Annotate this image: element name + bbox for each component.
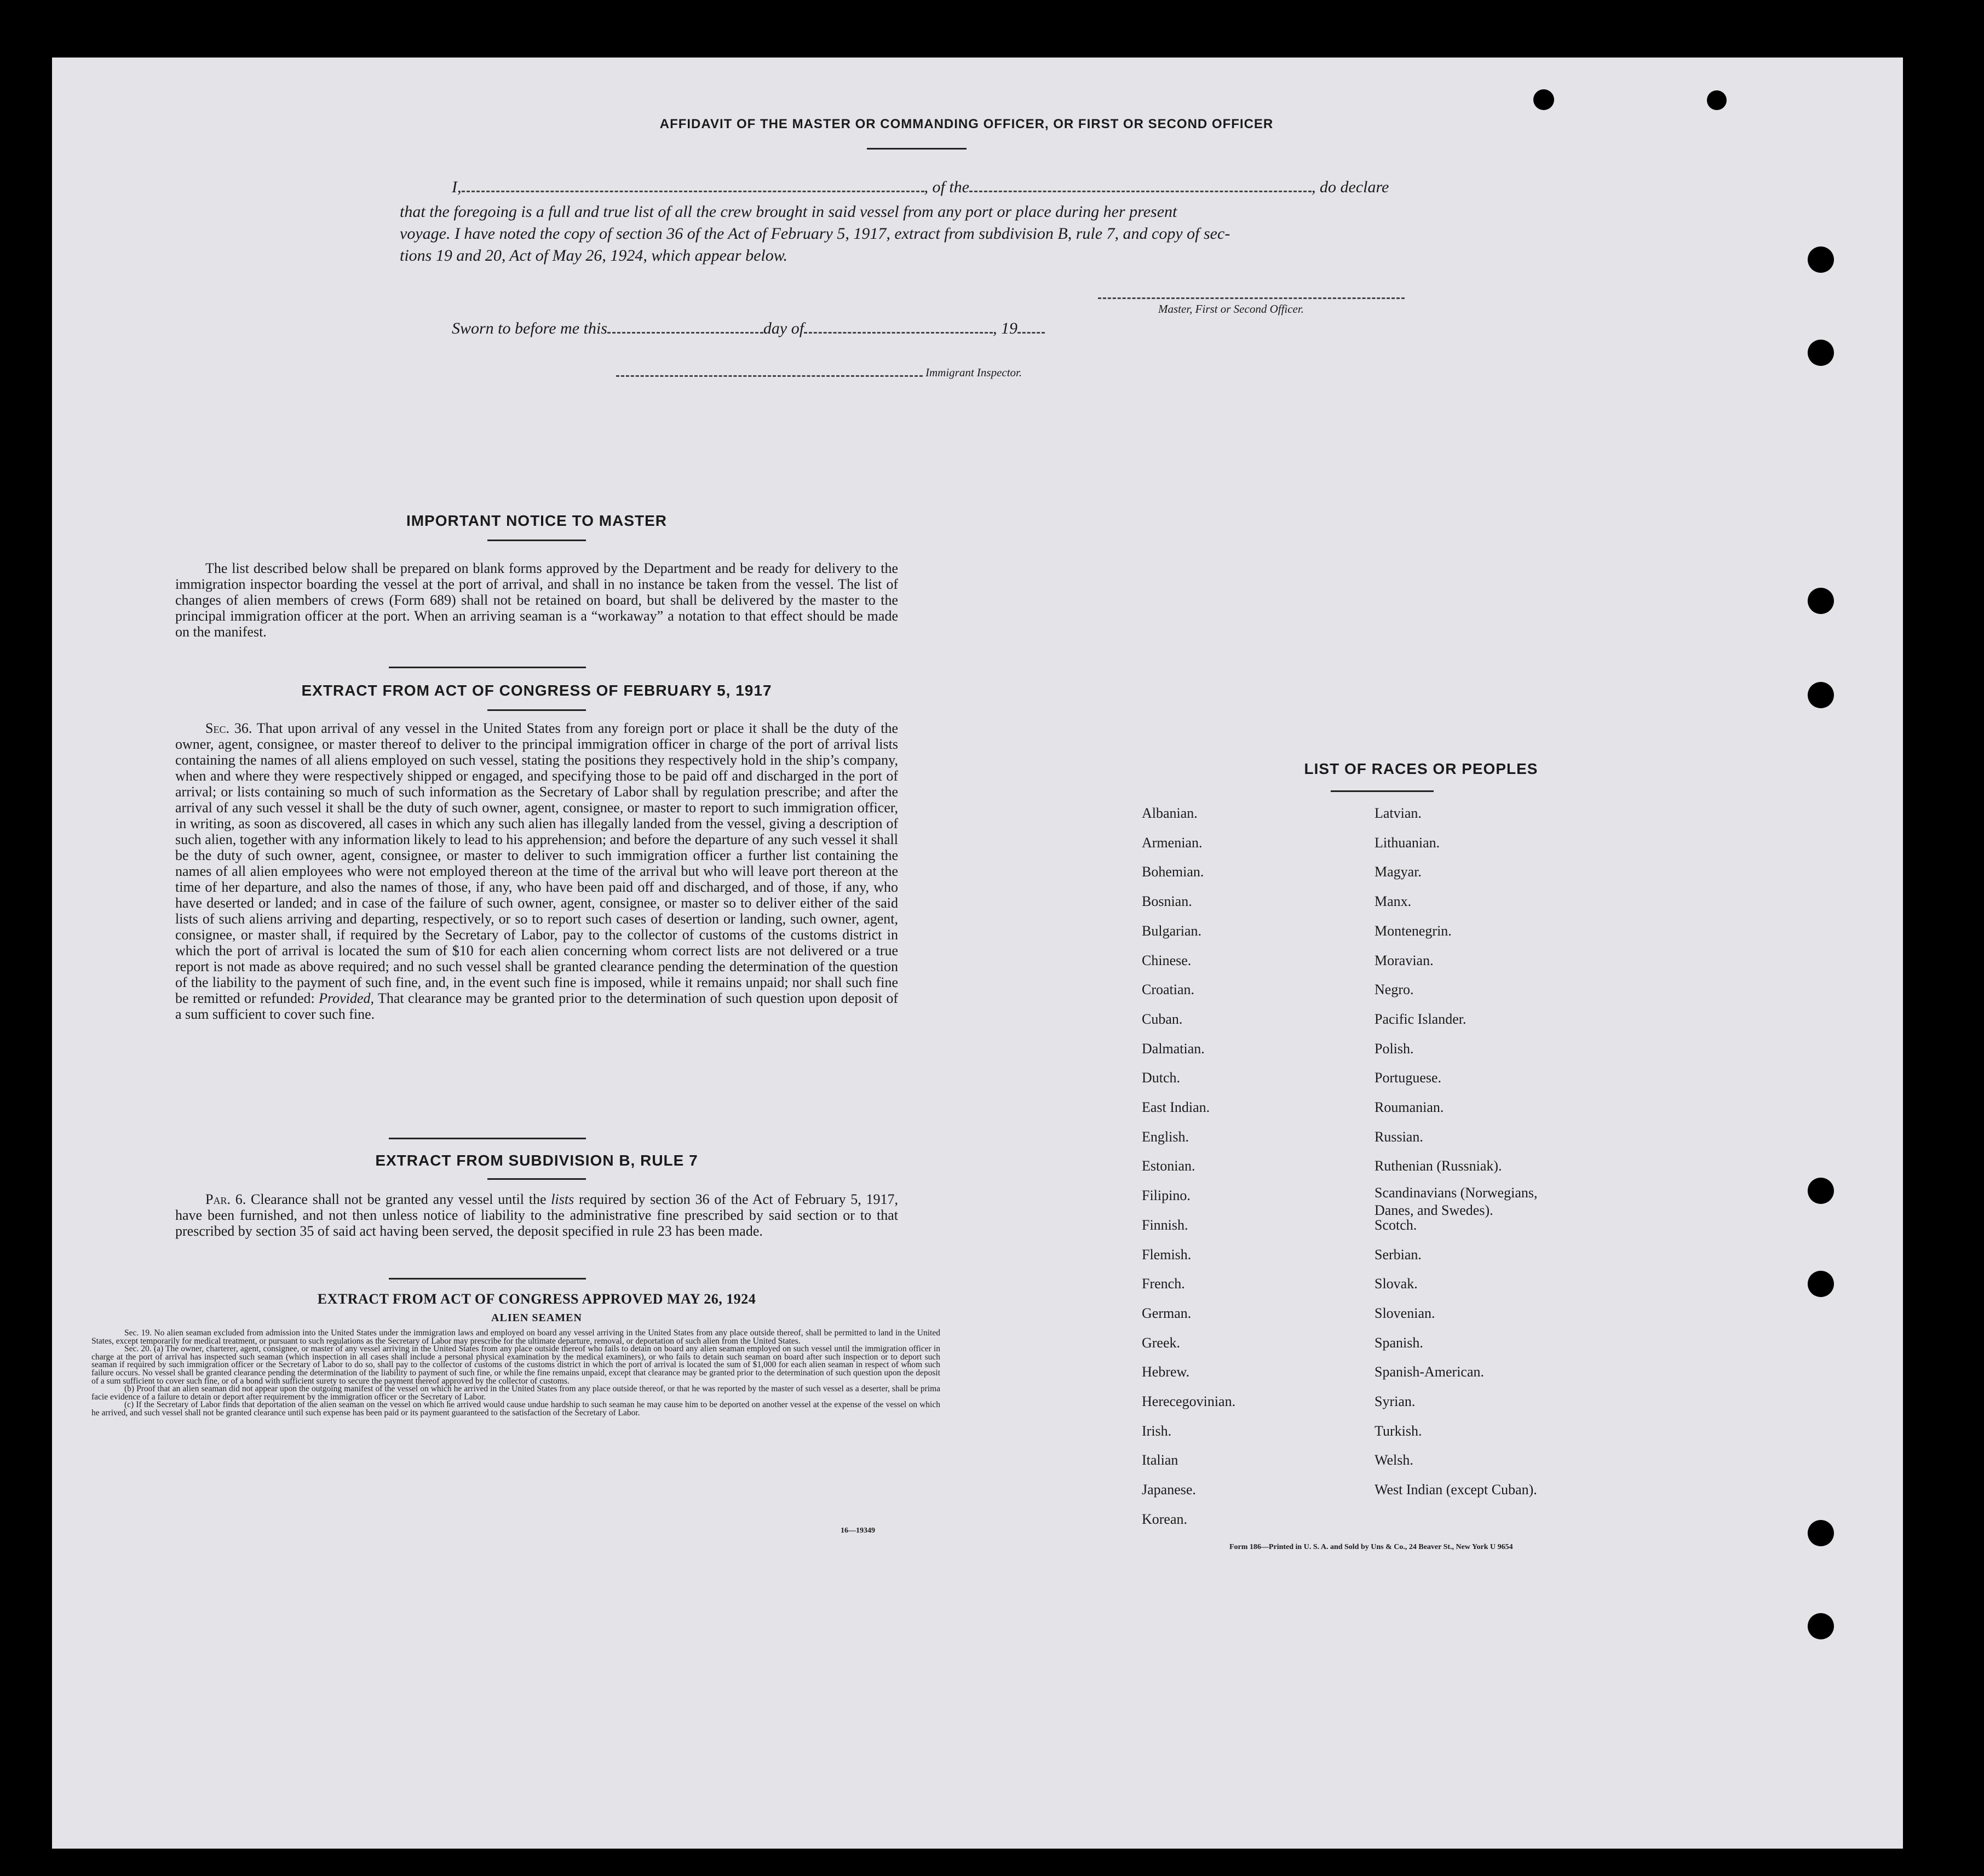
- race-item: Estonian.: [1142, 1158, 1195, 1174]
- race-item: Spanish-American.: [1375, 1364, 1485, 1380]
- extract-1917-title: EXTRACT FROM ACT OF CONGRESS OF FEBRUARY 5, 1917: [301, 682, 772, 699]
- extract-1917-body: [175, 720, 898, 1022]
- race-item: Scandinavians (Norwegians,: [1375, 1184, 1538, 1201]
- race-item: Spanish.: [1375, 1334, 1423, 1351]
- race-item: Ruthenian (Russniak).: [1375, 1158, 1502, 1174]
- sworn-label: Sworn to before me this: [452, 319, 607, 337]
- race-item: Danes, and Swedes).: [1375, 1202, 1493, 1218]
- divider: [389, 667, 586, 668]
- binder-hole: [1533, 89, 1554, 110]
- binder-hole: [1808, 588, 1834, 614]
- extract-1924-title: EXTRACT FROM ACT OF CONGRESS APPROVED MAY 26, 1924: [317, 1291, 756, 1307]
- inspector-label: Immigrant Inspector.: [925, 366, 1022, 379]
- divider: [389, 1278, 586, 1280]
- par-6-text: Clearance shall not be granted any vessel until the: [251, 1191, 547, 1207]
- race-item: Bulgarian.: [1142, 922, 1202, 939]
- race-item: Bosnian.: [1142, 893, 1192, 910]
- divider: [487, 709, 586, 711]
- binder-hole: [1808, 1613, 1834, 1639]
- races-title: LIST OF RACES OR PEOPLES: [1304, 760, 1538, 777]
- race-item: East Indian.: [1142, 1099, 1210, 1115]
- race-item: Moravian.: [1375, 952, 1434, 968]
- race-item: Finnish.: [1142, 1217, 1188, 1233]
- vessel-blank-field[interactable]: [969, 191, 1312, 192]
- signature-label: Master, First or Second Officer.: [1158, 302, 1304, 315]
- inspector-signature-line[interactable]: [616, 375, 923, 377]
- binder-hole: [1808, 1178, 1834, 1204]
- race-item: Cuban.: [1142, 1011, 1183, 1027]
- race-item: Polish.: [1375, 1040, 1414, 1057]
- race-item: Slovak.: [1375, 1276, 1418, 1292]
- affidavit-line-4: tions 19 and 20, Act of May 26, 1924, which appear below.: [400, 246, 788, 265]
- sworn-date-blank[interactable]: [607, 332, 763, 334]
- alien-seamen-subtitle: ALIEN SEAMEN: [491, 1312, 582, 1324]
- race-item: Japanese.: [1142, 1482, 1196, 1498]
- affidavit-first-line: [452, 178, 1481, 197]
- race-item: Italian: [1142, 1452, 1178, 1468]
- race-item: Dalmatian.: [1142, 1040, 1205, 1057]
- section-19-text: Sec. 19. No alien seaman excluded from admission into the United States under the immigration laws and employed on board any vessel arriving in the United States from any place outside thereof, shall be permitted to land in the United States, except temporarily for medical treatment, or pursuant to such regulations as the Secretary of Labor may prescribe for the ultimate departure, removal, or deportation of such alien from the United States.: [91, 1328, 940, 1346]
- race-item: Lithuanian.: [1375, 834, 1440, 851]
- month-blank[interactable]: [804, 332, 993, 334]
- divider: [487, 540, 586, 541]
- lists-text: lists: [551, 1191, 574, 1207]
- binder-hole: [1808, 1271, 1834, 1297]
- race-item: Russian.: [1375, 1128, 1423, 1145]
- binder-hole: [1808, 246, 1834, 273]
- printer-footer: Form 186—Printed in U. S. A. and Sold by Uns & Co., 24 Beaver St., New York U 9654: [1229, 1543, 1513, 1551]
- section-36-text-end: That clearance may be granted prior to the determination of such question upon deposit of a sum sufficient to cover such fine.: [175, 990, 898, 1022]
- affidavit-title: AFFIDAVIT OF THE MASTER OR COMMANDING OFFICER, OR FIRST OR SECOND OFFICER: [659, 117, 1274, 131]
- section-20b-text: (b) Proof that an alien seaman did not appear upon the outgoing manifest of the vessel on which he arrived in the United States from any place outside thereof, or that he was reported by the master of such vessel as a deserter, shall be prima facie evidence of a failure to detain or deport after requirement by the immigration officer or the Secretary of Labor.: [91, 1384, 940, 1402]
- race-item: Manx.: [1375, 893, 1412, 910]
- par-6-label: Par. 6.: [205, 1191, 246, 1207]
- race-item: Turkish.: [1375, 1422, 1422, 1439]
- divider: [389, 1138, 586, 1139]
- document-page: [52, 58, 1903, 1849]
- affidavit-of-the-label: , of the: [924, 178, 969, 196]
- race-item: Latvian.: [1375, 805, 1422, 821]
- race-item: Filipino.: [1142, 1187, 1191, 1204]
- section-36-label: Sec. 36.: [205, 720, 252, 736]
- divider: [867, 148, 967, 150]
- notice-body: The list described below shall be prepared on blank forms approved by the Department and be ready for delivery to the immigration inspector boarding the vessel at the port of arrival, and shall in no instance be taken from the vessel. The list of changes of alien members of crews (Form 689) shall not be retained on board, but shall be delivered by the master to the principal immigration officer at the port. When an arriving seaman is a “workaway” a notation to that effect should be made on the manifest.: [175, 560, 898, 640]
- race-item: English.: [1142, 1128, 1189, 1145]
- race-item: Herecegovinian.: [1142, 1393, 1236, 1409]
- par-6-text-end: required by section 36 of the Act of February 5, 1917, have been furnished, and not then unless notice of liability to the administrative fine prescribed by said section or to that prescribed by section 35 of said act having been served, the deposit specified in rule 23 has been made.: [175, 1191, 899, 1239]
- binder-hole: [1808, 1520, 1834, 1546]
- binder-hole: [1808, 340, 1834, 366]
- extract-1924-body: [91, 1329, 940, 1418]
- race-item: Chinese.: [1142, 952, 1192, 968]
- affidavit-do-declare-label: , do declare: [1312, 178, 1389, 196]
- section-36-text: That upon arrival of any vessel in the United States from any foreign port or place it shall be the duty of the owner, agent, consignee, or master thereof to deliver to the principal immigration officer in charge of the port of arrival lists containing the names of all aliens employed on such vessel, stating the positions they respectively hold in the ship’s company, when and where they were respectively shipped or engaged, and specifying those to be paid off and discharged in the port of arrival; or lists containing so much of such information as the Secretary of Labor shall by regulation prescribe; and after the arrival of any such vessel it shall be the duty of such owner, agent, consignee, or master to report to such immigration officer, in writing, as soon as discovered, all cases in which any such alien has illegally landed from the vessel, giving a description of such alien, together with any information likely to lead to his apprehension; and before the departure of any such vessel it shall be the duty of such owner, agent, consignee, or master to deliver to such immigration officer a further list containing the names of all alien employees who were not employed thereon at the time of the arrival but who will leave port thereon at the time of her departure, and also the names of those, if any, who have been paid off and discharged, and of those, if any, who have deserted or landed; and in case of the failure of such owner, agent, consignee, or master so to deliver either of the said lists of such aliens arriving and departing, respectively, or so to report such cases of desertion or landing, such owner, agent, consignee, or master shall, if required by the Secretary of Labor, pay to the collector of customs of the customs district in which the port of arrival is located the sum of $10 for each alien concerning whom correct lists are not delivered or a true report is not made as above required; and no such vessel shall be granted clearance pending the determination of the question of the liability to the payment of such fine, and, in the event such fine is imposed, while it remains unpaid; nor shall such fine be remitted or refunded:: [175, 720, 899, 1006]
- race-item: Irish.: [1142, 1422, 1172, 1439]
- binder-hole: [1707, 90, 1727, 110]
- race-item: Magyar.: [1375, 864, 1422, 880]
- signature-line[interactable]: [1098, 297, 1405, 299]
- race-item: Pacific Islander.: [1375, 1011, 1467, 1027]
- rule7-body: [175, 1191, 898, 1239]
- divider: [487, 1178, 586, 1180]
- affidavit-line-2: that the foregoing is a full and true list of all the crew brought in said vessel from any port or place during her present: [400, 203, 1177, 221]
- section-20a-text: Sec. 20. (a) The owner, charterer, agent, consignee, or master of any vessel arriving in the United States from any place outside thereof who fails to detain on board any alien seaman employed on such vessel until the immigration officer in charge at the port of arrival has inspected such seaman (which inspection in all cases shall include a personal physical examination by the medical examiners), or who fails to detain such seaman on board after such inspection or to deport such seaman if required by such immigration officer or the Secretary of Labor to do so, shall pay to the collector of customs of the customs district in which the port of arrival is located the sum of $1,000 for each alien seaman in respect of whom such failure occurs. No vessel shall be granted clearance pending the determination of the liability to payment of such fine, or while the fine remains unpaid, except that clearance may be granted prior to the determination of such question upon the deposit of a sum sufficient to cover such fine, or of a bond with sufficient surety to secure the payment thereof approved by the collector of customs.: [91, 1344, 940, 1386]
- binder-hole: [1808, 682, 1834, 708]
- divider: [1331, 790, 1434, 792]
- race-item: Montenegrin.: [1375, 922, 1452, 939]
- race-item: Albanian.: [1142, 805, 1198, 821]
- race-item: Dutch.: [1142, 1070, 1181, 1086]
- affidavit-i-label: I,: [452, 178, 462, 196]
- race-item: Welsh.: [1375, 1452, 1413, 1468]
- race-item: Bohemian.: [1142, 864, 1204, 880]
- race-item: French.: [1142, 1276, 1185, 1292]
- race-item: German.: [1142, 1305, 1192, 1321]
- race-item: Hebrew.: [1142, 1364, 1190, 1380]
- race-item: Korean.: [1142, 1511, 1188, 1527]
- rule7-title: EXTRACT FROM SUBDIVISION B, RULE 7: [375, 1152, 698, 1169]
- form-number: 16—19349: [841, 1527, 875, 1535]
- race-item: Armenian.: [1142, 834, 1203, 851]
- section-20c-text: (c) If the Secretary of Labor finds that deportation of the alien seaman on the vessel on which he arrived would cause undue hardship to such seaman he may cause him to be deported on another vessel at the expense of the vessel on which he arrived, and such vessel shall not be granted clearance until such expense has been paid or its payment guaranteed to the satisfaction of the Secretary of Labor.: [91, 1400, 940, 1418]
- sworn-line: [452, 319, 1045, 338]
- race-item: Slovenian.: [1375, 1305, 1435, 1321]
- affidavit-line-3: voyage. I have noted the copy of section 36 of the Act of February 5, 1917, extract from subdivision B, rule 7, and copy of sec-: [400, 225, 1230, 243]
- year-label: , 19: [993, 319, 1018, 337]
- race-item: West Indian (except Cuban).: [1375, 1482, 1537, 1498]
- race-item: Croatian.: [1142, 982, 1195, 998]
- notice-title: IMPORTANT NOTICE TO MASTER: [406, 512, 668, 529]
- race-item: Roumanian.: [1375, 1099, 1444, 1115]
- race-item: Greek.: [1142, 1334, 1181, 1351]
- name-blank-field[interactable]: [462, 191, 924, 192]
- race-item: Flemish.: [1142, 1246, 1192, 1263]
- race-item: Scotch.: [1375, 1217, 1417, 1233]
- provided-text: Provided,: [319, 990, 374, 1006]
- day-of-label: day of: [763, 319, 804, 337]
- race-item: Serbian.: [1375, 1246, 1422, 1263]
- race-item: Negro.: [1375, 982, 1414, 998]
- race-item: Syrian.: [1375, 1393, 1416, 1409]
- race-item: Portuguese.: [1375, 1070, 1442, 1086]
- year-blank[interactable]: [1017, 332, 1045, 334]
